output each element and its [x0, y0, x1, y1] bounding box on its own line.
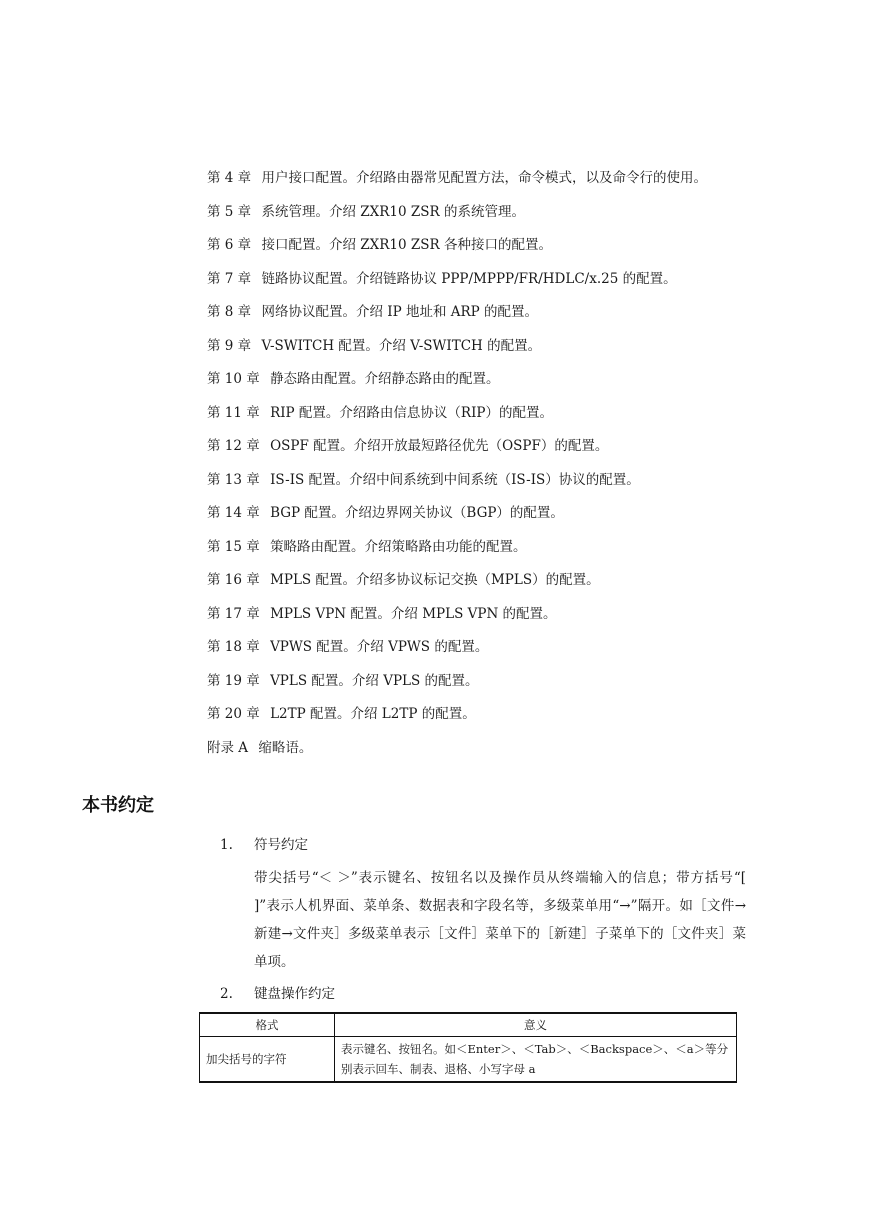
chapter-description: VPLS 配置。介绍 VPLS 的配置。 — [270, 672, 479, 689]
chapter-description: 接口配置。介绍 ZXR10 ZSR 各种接口的配置。 — [261, 237, 552, 253]
chapter-number: 第 8 章 — [207, 304, 252, 320]
chapter-number: 第 9 章 — [207, 337, 252, 354]
chapter-description: 静态路由配置。介绍静态路由的配置。 — [270, 371, 500, 387]
chapter-number: 第 20 章 — [207, 706, 260, 722]
chapter-number: 第 4 章 — [207, 170, 252, 186]
cell-meaning: 表示键名、按钮名。如＜Enter＞、＜Tab＞、＜Backspace＞、＜a＞等分别表示回车、制表、退格、小写字母 a — [335, 1037, 737, 1083]
chapter-item — [207, 698, 767, 732]
table-row — [200, 1037, 737, 1083]
section-title: 本书约定 — [82, 795, 154, 816]
chapter-number: 第 5 章 — [207, 203, 252, 220]
chapter-number: 第 19 章 — [207, 672, 260, 689]
chapter-item — [207, 196, 767, 230]
chapter-item — [207, 430, 767, 464]
chapter-item — [207, 296, 767, 330]
chapter-number: 第 10 章 — [207, 371, 260, 387]
appendix-number: 附录 A — [207, 739, 249, 756]
chapter-item — [207, 531, 767, 565]
chapter-item — [207, 464, 767, 498]
keyboard-convention-table — [199, 1012, 737, 1083]
chapter-description: IS-IS 配置。介绍中间系统到中间系统（IS-IS）协议的配置。 — [270, 471, 640, 488]
item-index: 1. — [220, 837, 233, 853]
chapter-item — [207, 363, 767, 397]
symbol-convention-paragraph — [254, 864, 746, 976]
chapter-item — [207, 397, 767, 431]
chapter-item — [207, 330, 767, 364]
chapter-item — [207, 162, 767, 196]
chapter-description: 用户接口配置。介绍路由器常见配置方法，命令模式，以及命令行的使用。 — [261, 170, 707, 186]
chapter-number: 第 6 章 — [207, 237, 252, 253]
conventions-item-symbols — [220, 833, 308, 853]
chapter-description: 系统管理。介绍 ZXR10 ZSR 的系统管理。 — [261, 203, 525, 220]
appendix-item — [207, 732, 767, 766]
conventions-item-keyboard — [220, 982, 335, 1002]
chapter-list — [207, 162, 767, 765]
paragraph-text: 带尖括号“＜ ＞”表示键名、按钮名以及操作员从终端输入的信息；带方括号“[ ]”表示人机界面、菜单条、数据表和字段名等，多级菜单用“→”隔开。如［文件→新建→文件夹］多级菜单表示［文件］菜单下的［新建］子菜单下的［文件夹］菜单项。 — [254, 870, 746, 970]
chapter-description: VPWS 配置。介绍 VPWS 的配置。 — [270, 639, 489, 655]
chapter-item — [207, 631, 767, 665]
item-label: 符号约定 — [254, 837, 308, 853]
chapter-number: 第 11 章 — [207, 404, 260, 421]
chapter-number: 第 7 章 — [207, 270, 252, 287]
chapter-number: 第 13 章 — [207, 471, 260, 488]
chapter-item — [207, 497, 767, 531]
chapter-description: OSPF 配置。介绍开放最短路径优先（OSPF）的配置。 — [270, 438, 609, 454]
chapter-number: 第 17 章 — [207, 605, 260, 622]
chapter-item — [207, 263, 767, 297]
chapter-description: RIP 配置。介绍路由信息协议（RIP）的配置。 — [270, 404, 554, 421]
chapter-description: 策略路由配置。介绍策略路由功能的配置。 — [270, 538, 527, 555]
chapter-description: L2TP 配置。介绍 L2TP 的配置。 — [270, 706, 476, 722]
appendix-description: 缩略语。 — [258, 739, 313, 756]
table-header-row — [200, 1013, 737, 1037]
chapter-number: 第 15 章 — [207, 538, 260, 555]
chapter-description: V-SWITCH 配置。介绍 V-SWITCH 的配置。 — [261, 337, 542, 354]
chapter-item — [207, 564, 767, 598]
column-header-meaning: 意义 — [335, 1013, 737, 1037]
chapter-description: MPLS VPN 配置。介绍 MPLS VPN 的配置。 — [270, 605, 557, 622]
column-header-format: 格式 — [200, 1013, 335, 1037]
chapter-description: MPLS 配置。介绍多协议标记交换（MPLS）的配置。 — [270, 572, 600, 588]
item-index: 2. — [220, 986, 233, 1002]
item-label: 键盘操作约定 — [254, 986, 335, 1002]
cell-format: 加尖括号的字符 — [200, 1037, 335, 1083]
chapter-item — [207, 665, 767, 699]
chapter-number: 第 14 章 — [207, 505, 260, 521]
chapter-description: 链路协议配置。介绍链路协议 PPP/MPPP/FR/HDLC/x.25 的配置。 — [261, 270, 677, 287]
chapter-number: 第 16 章 — [207, 572, 260, 588]
chapter-description: 网络协议配置。介绍 IP 地址和 ARP 的配置。 — [261, 304, 539, 320]
chapter-item — [207, 229, 767, 263]
chapter-item — [207, 598, 767, 632]
chapter-description: BGP 配置。介绍边界网关协议（BGP）的配置。 — [270, 505, 564, 521]
chapter-number: 第 18 章 — [207, 639, 260, 655]
chapter-number: 第 12 章 — [207, 438, 260, 454]
